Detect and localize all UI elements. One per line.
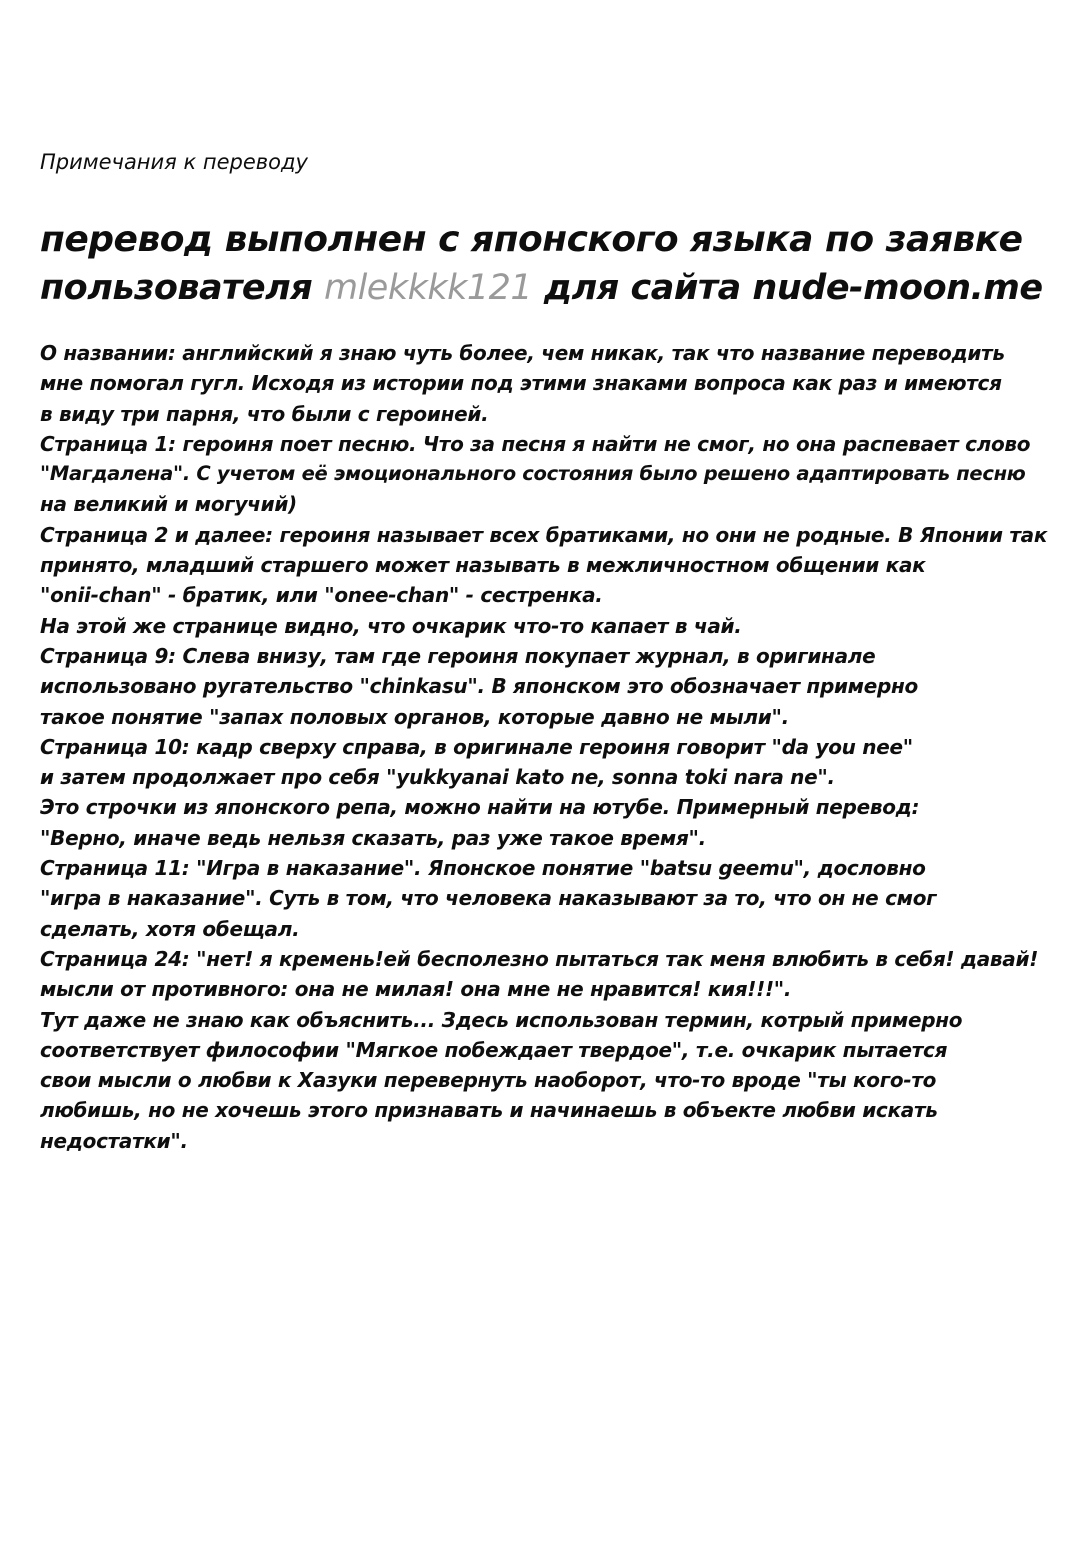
translation-credit [40,216,1050,312]
note-line: Страница 10: кадр сверху справа, в оригинале героиня говорит "da you nee" [40,734,913,759]
note-line: Страница 24: "нет! я кремень!ей бесполезно пытаться так меня влюбить в себя! давай! [40,946,1039,971]
note-line: О названии: английский я знаю чуть более, чем никак, так что название переводить [40,341,1005,365]
note-line: и затем продолжает про себя "yukkyanai kato ne, sonna toki nara ne". [40,765,835,790]
note-line: использовано ругательство "chinkasu". В японском это обозначает примерно [40,674,918,699]
note-line: На этой же странице видно, что очкарик что-то капает в чай. [40,613,742,638]
note-line: на великий и могучий) [40,492,297,517]
note-line: такое понятие "запах половых органов, которые давно не мыли". [40,704,789,729]
note-line: "onii-chan" - братик, или "onee-chan" - сестренка. [40,583,603,608]
translation-notes [40,338,1050,1156]
note-line: "Верно, иначе ведь нельзя сказать, раз уже такое время". [40,825,706,850]
credit-line-1: перевод выполнен с японского языка по заявке [40,219,1023,260]
note-line: свои мысли о любви к Хазуки перевернуть наоборот, что-то вроде "ты кого-то [40,1068,937,1093]
note-line: в виду три парня, что были с героиней. [40,401,489,426]
credit-prefix: пользователя [40,268,313,308]
note-line: недостатки". [40,1128,188,1153]
credit-line-2 [40,264,1050,312]
note-line: принято, младший старшего может называть в межличностном общении как [40,553,926,578]
requester-username: mlekkkk121 [323,268,533,308]
note-line: Страница 1: героиня поет песню. Что за песня я найти не смог, но она распевает слово [40,431,1031,456]
note-line: мне помогал гугл. Исходя из истории под этими знаками вопроса как раз и имеются [40,371,1002,396]
note-line: Страница 2 и далее: героиня называет всех братиками, но они не родные. В Японии так [40,522,1048,547]
note-line: любишь, но не хочешь этого признавать и начинаешь в объекте любви искать [40,1098,938,1123]
note-line: соответствует философии "Мягкое побеждает твердое", т.е. очкарик пытается [40,1037,948,1062]
note-line: Страница 9: Слева внизу, там где героиня покупает журнал, в оригинале [40,643,876,668]
note-line: Страница 11: "Игра в наказание". Японское понятие "batsu geemu", дословно [40,856,926,881]
note-line: Тут даже не знаю как объяснить... Здесь использован термин, котрый примерно [40,1007,963,1032]
note-line: мысли от противного: она не милая! она мне не нравится! кия!!!". [40,977,792,1002]
page-title: Примечания к переводу [40,150,308,174]
note-line: Это строчки из японского репа, можно найти на ютубе. Примерный перевод: [40,795,920,820]
note-line: "Магдалена". С учетом её эмоционального состояния было решено адаптировать песню [40,462,1026,486]
credit-suffix: для сайта nude-moon.me [543,268,1043,308]
note-line: сделать, хотя обещал. [40,916,300,941]
note-line: "игра в наказание". Суть в том, что человека наказывают за то, что он не смог [40,886,937,911]
